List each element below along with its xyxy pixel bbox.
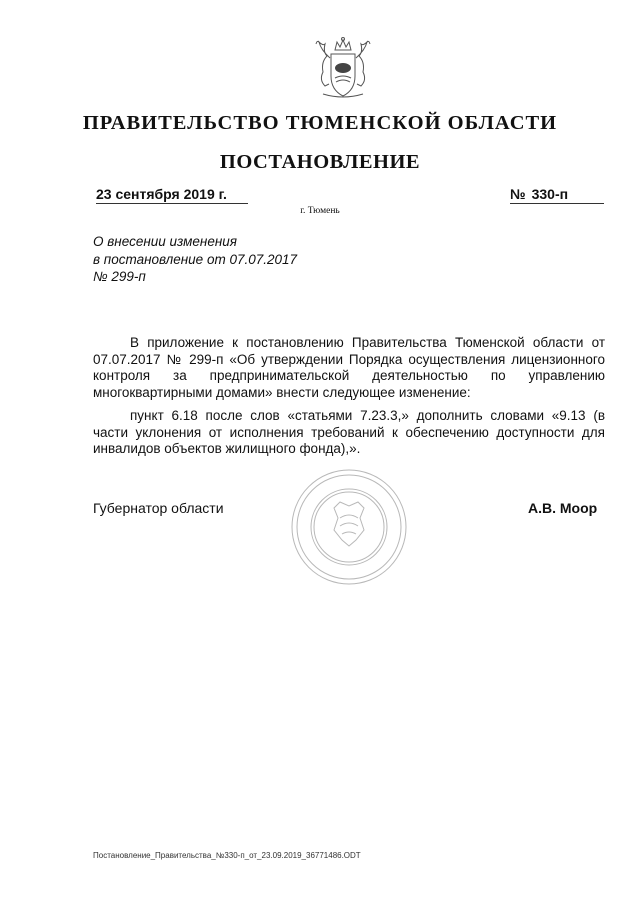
document-number [510,186,604,204]
city: г. Тюмень [300,206,340,216]
footer-filename: Постановление_Правительства_№330-п_от_23.09.2019_36771486.ODT [93,851,361,860]
document-type: ПОСТАНОВЛЕНИЕ [219,151,421,173]
document-subject [93,233,297,286]
subject-line: О внесении изменения [93,234,238,249]
signature-name: А.В. Моор [528,500,598,516]
number-sign: № [510,186,526,202]
coat-of-arms-icon [305,36,381,102]
official-seal-icon [290,468,408,586]
subject-line: № 299-п [93,269,146,284]
signature-title: Губернатор области [93,500,224,516]
body-paragraph: пункт 6.18 после слов «статьями 7.23.3,» дополнить словами «9.13 (в части уклонения от исполнения требований к обеспечению доступности для инвалидов объектов жилищного фонда),». [93,408,605,456]
number-value: 330-п [531,186,569,202]
body-paragraph: В приложение к постановлению Правительства Тюменской области от 07.07.2017 № 299-п «Об утверждении Порядка осуществления лицензионного контроля за предпринимательской деятельностью по управлению многоквартирными домами» внести следующее изменение: [93,335,605,400]
document-date: 23 сентября 2019 г. [96,186,248,204]
organization-title: ПРАВИТЕЛЬСТВО ТЮМЕНСКОЙ ОБЛАСТИ [82,112,558,134]
subject-line: в постановление от 07.07.2017 [93,251,298,267]
